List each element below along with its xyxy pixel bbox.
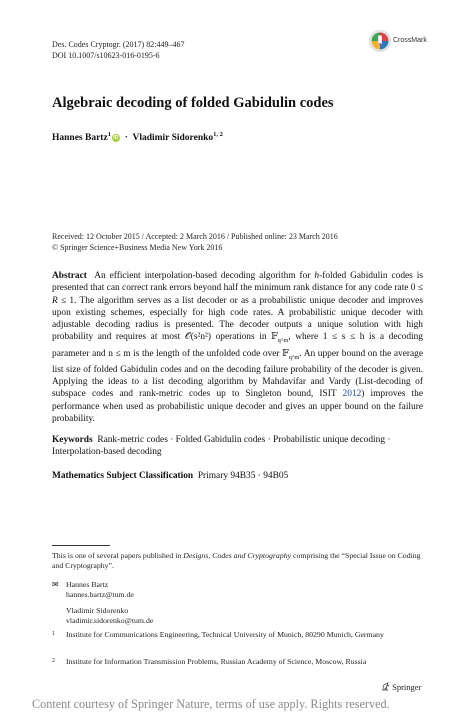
publication-dates: [52, 232, 338, 253]
doi[interactable]: DOI 10.1007/s10623-016-0195-6: [52, 50, 160, 60]
affiliation-1: [52, 630, 423, 640]
affiliation-number: 2: [52, 658, 55, 664]
journal-header: [52, 40, 184, 61]
abstract-text: . An upper bound on the average list size of folded Gabidulin codes and on the decoding failure probability of the decoder is given. Applying the ideas to a list decoding algorithm by Mahdavifar and Vardy (List-decoding of subspace codes and rank-metric codes up to Singleton bound, ISIT: [52, 348, 423, 400]
footnote-journal: Designs, Codes and Cryptography: [183, 551, 292, 560]
author-list: [52, 131, 223, 143]
envelope-icon: ✉: [52, 580, 59, 589]
journal-citation: Des. Codes Cryptogr. (2017) 82:449–467: [52, 40, 185, 49]
abstract-text: ≤ 1. The algorithm serves as a list decoder or as a probabilistic unique decoder and improves upon existing schemes, especially for high code rates. A probabilistic unique decoder with adjustable decoding radius is presented. The decoder outputs a unique solution with high probability and requires at most 𝒪(s²n²) operations in 𝔽: [52, 295, 423, 343]
crossmark-icon: [369, 30, 391, 52]
abstract-math: q^m: [288, 354, 300, 361]
citation-link[interactable]: 2012: [342, 389, 362, 400]
springer-horse-icon: [381, 682, 390, 691]
footnote-text: This is one of several papers published in: [52, 551, 184, 560]
msc-text: Primary 94B35 · 94B05: [197, 471, 289, 481]
abstract-math: q^m: [277, 338, 289, 345]
special-issue-footnote: [52, 551, 423, 571]
publisher-logo: [381, 682, 421, 692]
correspondent-email[interactable]: hannes.bartz@tum.de: [66, 590, 134, 599]
abstract-text: , where 1 ≤ s ≤ h is a decoding parameter and n ≤ m is the length of the unfolded code over 𝔽: [52, 332, 423, 359]
author-separator: ·: [124, 133, 128, 144]
keywords-label: Keywords: [52, 435, 93, 445]
affiliation-2: [52, 657, 423, 667]
correspondence: [52, 580, 153, 626]
msc-label: Mathematics Subject Classification: [52, 471, 194, 481]
correspondent-email[interactable]: vladimir.sidorenko@tum.de: [66, 616, 154, 625]
correspondent-name: Hannes Bartz: [66, 580, 109, 589]
abstract-label: Abstract: [52, 271, 87, 281]
author-name[interactable]: Vladimir Sidorenko: [132, 133, 214, 144]
correspondent-name: Vladimir Sidorenko: [66, 606, 129, 615]
abstract-math: R: [52, 295, 58, 306]
orcid-icon[interactable]: iD: [113, 135, 119, 142]
author-affiliation-mark: 1, 2: [213, 131, 223, 138]
received-accepted-line: Received: 12 October 2015 / Accepted: 2 March 2016 / Published online: 23 March 2016: [52, 232, 338, 241]
copyright-line: © Springer Science+Business Media New York 2016: [52, 242, 223, 252]
abstract-text: ) improves the performance when used as probabilistic unique decoder and gives an upper bound on the failure probability.: [52, 389, 423, 425]
affiliation-number: 1: [52, 631, 55, 637]
crossmark-label: CrossMark: [393, 37, 427, 44]
abstract-math: h: [314, 271, 320, 281]
author-name[interactable]: Hannes Bartz: [52, 133, 108, 144]
footnote-text: comprising the “Special Issue on Coding and Cryptography”.: [52, 551, 421, 570]
footnote-divider: [52, 545, 110, 546]
abstract-text: -folded Gabidulin codes is presented that can correct rank errors beyond half the minimum rank distance for any code rate 0 ≤: [52, 271, 424, 294]
courtesy-notice: Content courtesy of Springer Nature, terms of use apply. Rights reserved.: [32, 697, 390, 711]
keywords-text: Rank-metric codes · Folded Gabidulin codes · Probabilistic unique decoding · Interpolation-based decoding: [52, 435, 391, 458]
affiliation-text: Institute for Communications Engineering, Technical University of Munich, 80290 Munich, Germany: [66, 630, 384, 639]
abstract: [52, 270, 423, 425]
affiliation-text: Institute for Information Transmission Problems, Russian Academy of Science, Moscow, Russia: [66, 657, 367, 666]
keywords: [52, 434, 423, 459]
author-affiliation-mark: 1: [107, 131, 111, 138]
paper-title: Algebraic decoding of folded Gabidulin codes: [52, 95, 334, 111]
crossmark-badge[interactable]: [369, 30, 431, 54]
abstract-text: An efficient interpolation-based decoding algorithm for: [94, 271, 315, 281]
msc-classification: [52, 470, 423, 482]
publisher-name: Springer: [392, 682, 422, 692]
